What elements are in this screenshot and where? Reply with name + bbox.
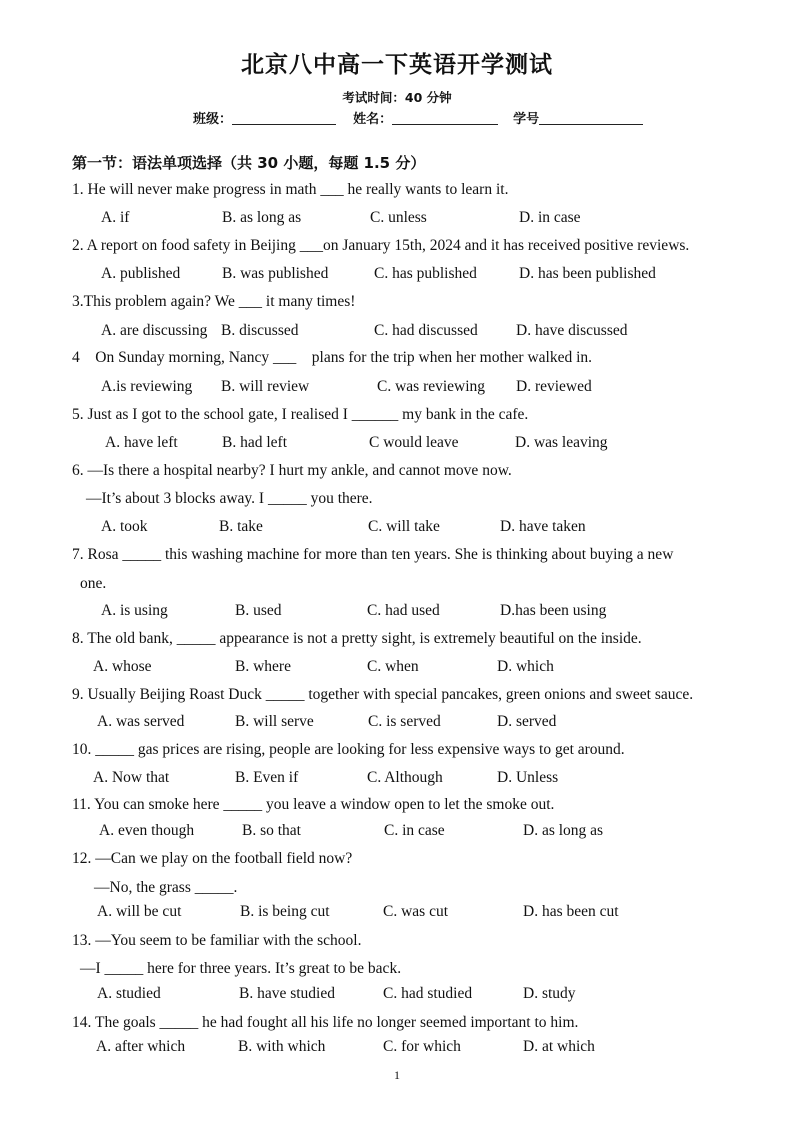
question-text-line-2: —It’s about 3 blocks away. I _____ you there. xyxy=(86,490,373,507)
question-text-line-2: —I _____ here for three years. It’s great to be back. xyxy=(80,960,402,977)
exam-time: 考试时间：40 分钟 xyxy=(342,90,452,105)
option-c[interactable]: C. Although xyxy=(367,769,443,786)
section-title: 第一节：语法单项选择（共 30 小题，每题 1.5 分） xyxy=(72,154,426,172)
question-text-line-2: one. xyxy=(80,575,107,592)
question-text: 4 On Sunday morning, Nancy ___ plans for the trip when her mother walked in. xyxy=(72,349,593,366)
question-text: 3.This problem again? We ___ it many times! xyxy=(72,293,356,310)
id-blank[interactable] xyxy=(539,110,643,125)
option-b[interactable]: B. have studied xyxy=(239,985,335,1002)
student-info-fields xyxy=(193,108,713,127)
option-c[interactable]: C. unless xyxy=(370,209,427,226)
option-d[interactable]: D. as long as xyxy=(523,822,604,839)
question-text: 7. Rosa _____ this washing machine for more than ten years. She is thinking about buying a new xyxy=(72,546,674,563)
exam-title: 北京八中高一下英语开学测试 xyxy=(241,52,553,78)
option-c[interactable]: C. has published xyxy=(374,265,477,282)
question-text: 12. —Can we play on the football field now? xyxy=(72,850,353,867)
option-d[interactable]: D. which xyxy=(497,658,554,675)
question-text: 8. The old bank, _____ appearance is not a pretty sight, is extremely beautiful on the inside. xyxy=(72,630,642,647)
option-a[interactable]: A. studied xyxy=(97,985,161,1002)
option-a[interactable]: A. after which xyxy=(96,1038,186,1055)
option-c[interactable]: C. had studied xyxy=(383,985,473,1002)
option-c[interactable]: C. for which xyxy=(383,1038,461,1055)
question-text: 1. He will never make progress in math ___ he really wants to learn it. xyxy=(72,181,509,198)
page-number: 1 xyxy=(394,1068,400,1082)
option-b[interactable]: B. had left xyxy=(222,434,287,451)
option-b[interactable]: B. will review xyxy=(221,378,310,395)
option-d[interactable]: D. was leaving xyxy=(515,434,608,451)
option-b[interactable]: B. so that xyxy=(242,822,301,839)
option-d[interactable]: D. has been cut xyxy=(523,903,619,920)
id-label: 学号 xyxy=(513,112,540,127)
option-a[interactable]: A. even though xyxy=(99,822,195,839)
option-a[interactable]: A. will be cut xyxy=(97,903,182,920)
option-c[interactable]: C. in case xyxy=(384,822,445,839)
option-c[interactable]: C would leave xyxy=(369,434,459,451)
option-c[interactable]: C. was cut xyxy=(383,903,449,920)
option-d[interactable]: D. study xyxy=(523,985,576,1002)
option-d[interactable]: D. have discussed xyxy=(516,322,628,339)
option-b[interactable]: B. discussed xyxy=(221,322,299,339)
class-blank[interactable] xyxy=(232,110,336,125)
option-d[interactable]: D. reviewed xyxy=(516,378,592,395)
name-blank[interactable] xyxy=(392,110,498,125)
name-label: 姓名： xyxy=(353,112,393,127)
option-b[interactable]: B. take xyxy=(219,518,263,535)
question-text-line-2: —No, the grass _____. xyxy=(94,879,238,896)
question-text: 14. The goals _____ he had fought all his life no longer seemed important to him. xyxy=(72,1014,579,1031)
option-d[interactable]: D. has been published xyxy=(519,265,656,282)
question-text: 10. _____ gas prices are rising, people are looking for less expensive ways to get around. xyxy=(72,741,625,758)
question-text: 2. A report on food safety in Beijing ___on January 15th, 2024 and it has received positive reviews. xyxy=(72,237,690,254)
option-b[interactable]: B. used xyxy=(235,602,282,619)
question-text: 5. Just as I got to the school gate, I realised I ______ my bank in the cafe. xyxy=(72,406,529,423)
option-a[interactable]: A. published xyxy=(101,265,181,282)
question-text: 6. —Is there a hospital nearby? I hurt my ankle, and cannot move now. xyxy=(72,462,512,479)
option-a[interactable]: A. is using xyxy=(101,602,168,619)
option-b[interactable]: B. will serve xyxy=(235,713,314,730)
option-b[interactable]: B. Even if xyxy=(235,769,299,786)
option-a[interactable]: A. have left xyxy=(105,434,178,451)
option-c[interactable]: C. when xyxy=(367,658,419,675)
option-a[interactable]: A. are discussing xyxy=(101,322,208,339)
question-text: 9. Usually Beijing Roast Duck _____ together with special pancakes, green onions and sweet sauce. xyxy=(72,686,694,703)
option-c[interactable]: C. had used xyxy=(367,602,440,619)
option-d[interactable]: D. have taken xyxy=(500,518,586,535)
option-d[interactable]: D. served xyxy=(497,713,557,730)
option-a[interactable]: A. if xyxy=(101,209,130,226)
option-d[interactable]: D. Unless xyxy=(497,769,559,786)
option-a[interactable]: A. took xyxy=(101,518,148,535)
option-c[interactable]: C. is served xyxy=(368,713,441,730)
option-b[interactable]: B. as long as xyxy=(222,209,302,226)
option-d[interactable]: D. at which xyxy=(523,1038,595,1055)
option-a[interactable]: A. was served xyxy=(97,713,185,730)
question-text: 11. You can smoke here _____ you leave a window open to let the smoke out. xyxy=(72,796,555,813)
question-text: 13. —You seem to be familiar with the school. xyxy=(72,932,362,949)
option-c[interactable]: C. had discussed xyxy=(374,322,478,339)
option-d[interactable]: D. in case xyxy=(519,209,581,226)
option-a[interactable]: A. whose xyxy=(93,658,152,675)
option-b[interactable]: B. is being cut xyxy=(240,903,330,920)
option-a[interactable]: A.is reviewing xyxy=(101,378,193,395)
option-b[interactable]: B. was published xyxy=(222,265,329,282)
option-b[interactable]: B. with which xyxy=(238,1038,326,1055)
option-c[interactable]: C. will take xyxy=(368,518,440,535)
option-c[interactable]: C. was reviewing xyxy=(377,378,486,395)
option-d[interactable]: D.has been using xyxy=(500,602,607,619)
option-a[interactable]: A. Now that xyxy=(93,769,170,786)
option-b[interactable]: B. where xyxy=(235,658,291,675)
class-label: 班级： xyxy=(193,112,233,127)
